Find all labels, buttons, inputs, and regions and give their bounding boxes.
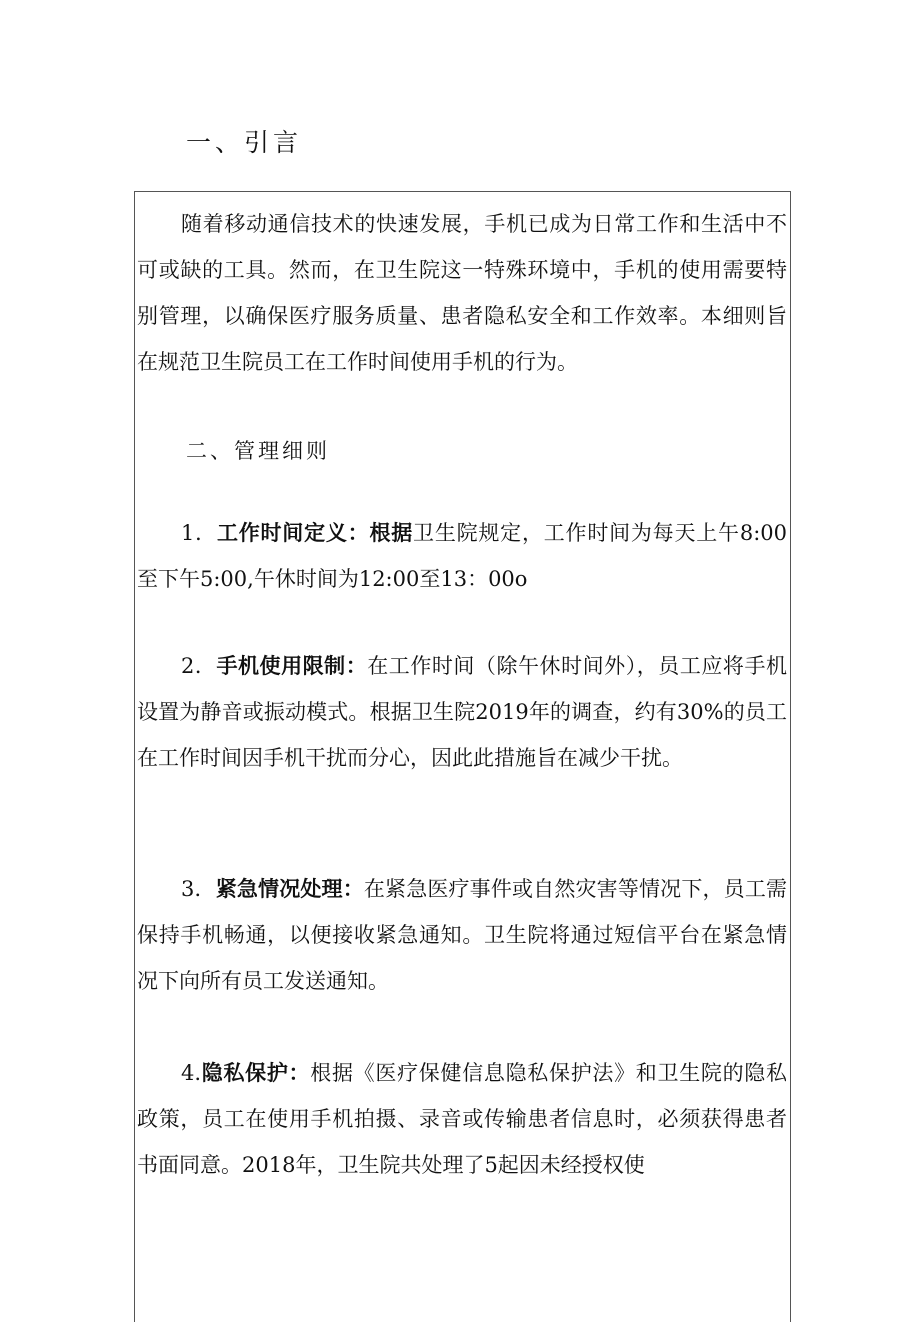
rule-text: 在工作时间（除午休时间外），员工应将手机设置为静音或振动模式。根据卫生院2019年的调查，约有30%的员工在工作时间因手机干扰而分心，因此此措施旨在减少干扰。: [137, 654, 787, 770]
rule-item-privacy: [137, 1050, 787, 1188]
rule-label: 隐私保护：: [201, 1060, 311, 1085]
introduction-paragraph: [137, 201, 787, 385]
section-heading-introduction: 一、引言: [186, 128, 303, 157]
section-heading-rules: 二、管理细则: [186, 439, 330, 463]
rule-label: 手机使用限制：: [216, 653, 368, 678]
rule-number: 3．: [181, 877, 216, 901]
rule-text: 卫生院规定，工作时间为每天上午8:00至下午5:00,午休时间为12:00至13：00o: [137, 521, 787, 591]
rule-item-working-hours: [137, 510, 787, 602]
rule-number: 1．: [181, 521, 217, 545]
rule-number: 4.: [181, 1061, 202, 1085]
rule-number: 2．: [181, 654, 217, 678]
rule-text: 根据《医疗保健信息隐私保护法》和卫生院的隐私政策，员工在使用手机拍摄、录音或传输患者信息时，必须获得患者书面同意。2018年，卫生院共处理了5起因未经授权使: [137, 1061, 788, 1177]
rule-label: 工作时间定义：根据: [216, 520, 414, 545]
intro-text: 随着移动通信技术的快速发展，手机已成为日常工作和生活中不可或缺的工具。然而，在卫生院这一特殊环境中，手机的使用需要特别管理，以确保医疗服务质量、患者隐私安全和工作效率。本细则旨在规范卫生院员工在工作时间使用手机的行为。: [137, 212, 787, 374]
rule-item-phone-usage: [137, 643, 787, 781]
rule-text: 在紧急医疗事件或自然灾害等情况下，员工需保持手机畅通，以便接收紧急通知。卫生院将通过短信平台在紧急情况下向所有员工发送通知。: [137, 877, 787, 993]
rule-item-emergency: [137, 866, 787, 1004]
rule-label: 紧急情况处理：: [215, 876, 364, 901]
